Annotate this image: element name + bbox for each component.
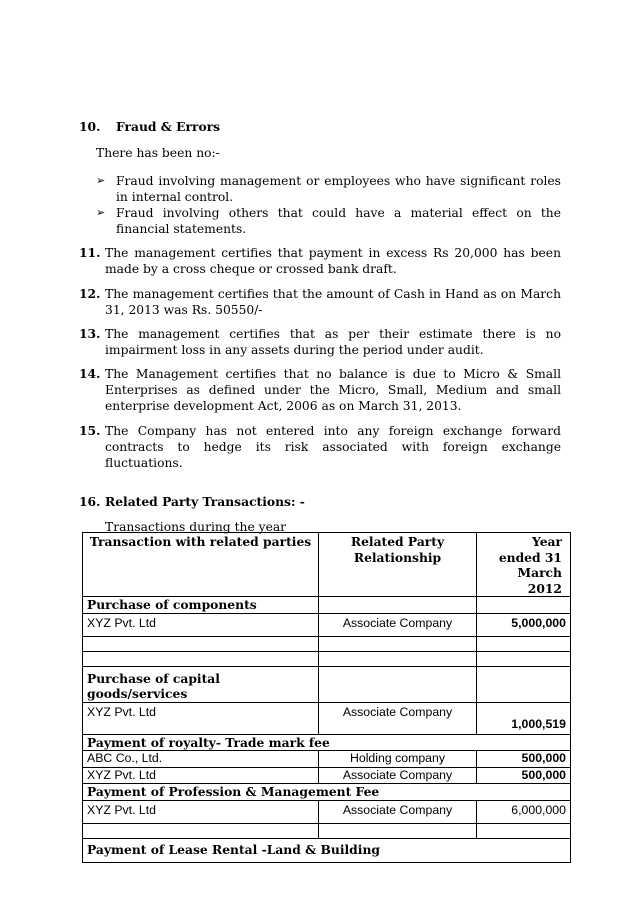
fraud-bullet-2: Fraud involving others that could have a material effect on the financial statements. <box>116 206 561 236</box>
table-row <box>83 838 571 862</box>
table-row <box>83 784 571 801</box>
table-row <box>83 666 571 702</box>
party-name: XYZ Pvt. Ltd <box>83 767 319 784</box>
party-relationship: Associate Company <box>319 800 477 823</box>
table-row <box>83 734 571 751</box>
amount: 500,000 <box>477 767 571 784</box>
table-row <box>83 613 571 636</box>
section-16-heading: Related Party Transactions: - <box>105 494 305 509</box>
amount: 1,000,519 <box>477 702 571 734</box>
table-row-empty <box>83 636 571 651</box>
header-year-ended: Year ended 31 March 2012 <box>477 533 571 597</box>
header-relationship: Related Party Relationship <box>319 533 477 597</box>
fraud-bullet-1: Fraud involving management or employees who have significant roles in internal control. <box>116 174 561 204</box>
category-purchase-components: Purchase of components <box>83 597 319 614</box>
party-relationship: Associate Company <box>319 613 477 636</box>
item-13-text: The management certifies that as per their estimate there is no impairment loss in any assets during the period under audit. <box>105 327 561 357</box>
table-caption: Transactions during the year <box>105 520 287 534</box>
category-profession: Payment of Profession & Management Fee <box>83 784 571 801</box>
party-relationship: Associate Company <box>319 702 477 734</box>
amount: 500,000 <box>477 751 571 768</box>
section-10-heading: Fraud & Errors <box>116 119 221 134</box>
category-lease: Payment of Lease Rental -Land & Building <box>83 838 571 862</box>
item-14-number: 14. <box>79 366 101 381</box>
item-13-number: 13. <box>79 326 101 341</box>
section-10-intro: There has been no:- <box>96 146 220 160</box>
arrow-bullet-icon: ➢ <box>96 206 106 219</box>
section-10-number: 10. <box>79 119 101 134</box>
item-12-text: The management certifies that the amount of Cash in Hand as on March 31, 2013 was Rs. 50550/- <box>105 287 561 317</box>
table-header-row <box>83 533 571 597</box>
party-relationship: Holding company <box>319 751 477 768</box>
item-15-text: The Company has not entered into any foreign exchange forward contracts to hedge its risk associated with foreign exchange fluctuations. <box>105 424 561 470</box>
amount: 6,000,000 <box>477 800 571 823</box>
party-name: XYZ Pvt. Ltd <box>83 613 319 636</box>
amount: 5,000,000 <box>477 613 571 636</box>
table-row <box>83 702 571 734</box>
table-row <box>83 767 571 784</box>
category-purchase-capital: Purchase of capital goods/services <box>83 666 319 702</box>
table-row-empty <box>83 651 571 666</box>
category-royalty: Payment of royalty- Trade mark fee <box>83 734 571 751</box>
party-name: XYZ Pvt. Ltd <box>83 800 319 823</box>
section-16-number: 16. <box>79 494 101 509</box>
table-row <box>83 751 571 768</box>
table-row <box>83 800 571 823</box>
table-row-empty <box>83 823 571 838</box>
party-relationship: Associate Company <box>319 767 477 784</box>
party-name: XYZ Pvt. Ltd <box>83 702 319 734</box>
table-row <box>83 597 571 614</box>
item-12-number: 12. <box>79 286 101 301</box>
header-transaction: Transaction with related parties <box>83 533 319 597</box>
related-party-table <box>82 532 571 863</box>
arrow-bullet-icon: ➢ <box>96 174 106 187</box>
item-15-number: 15. <box>79 423 101 438</box>
item-14-text: The Management certifies that no balance is due to Micro & Small Enterprises as defined under the Micro, Small, Medium and small enterprise development Act, 2006 as on March 31, 2013. <box>105 367 561 413</box>
item-11-number: 11. <box>79 245 101 260</box>
item-11-text: The management certifies that payment in excess Rs 20,000 has been made by a cross cheque or crossed bank draft. <box>105 246 561 276</box>
party-name: ABC Co., Ltd. <box>83 751 319 768</box>
